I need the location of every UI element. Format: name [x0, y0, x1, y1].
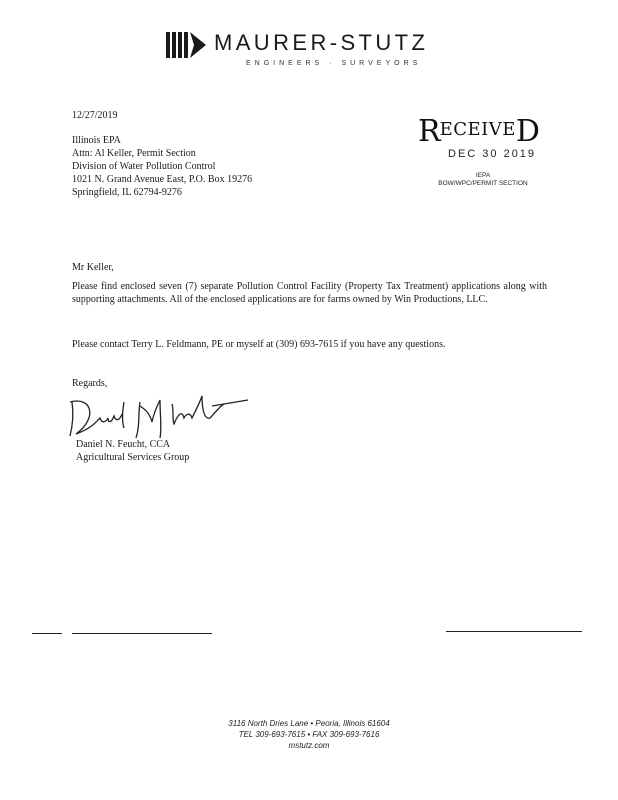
- stamp-letter-r: R: [418, 114, 440, 149]
- body-paragraph: Please find enclosed seven (7) separate Pollution Control Facility (Property Tax Treatment) applications along with supporting attachments. All of the enclosed applications are for farms owned by Win Productions, LLC.: [72, 281, 547, 305]
- divider-line: [72, 633, 212, 634]
- stamp-letters-mid: ECEIVE: [439, 119, 516, 140]
- company-name: MAURER-STUTZ: [214, 30, 429, 55]
- stamp-org: [418, 172, 548, 188]
- stamp-received-word: [418, 114, 539, 149]
- divider-line: [446, 631, 582, 632]
- recipient-address: [72, 134, 252, 199]
- recipient-line: 1021 N. Grand Avenue East, P.O. Box 19276: [72, 174, 253, 185]
- closing: Regards,: [72, 378, 108, 389]
- received-stamp: [418, 114, 548, 198]
- footer-website: mstutz.com: [288, 741, 330, 750]
- stamp-org-line: IEPA: [475, 172, 491, 179]
- recipient-line: Illinois EPA: [72, 135, 121, 146]
- stamp-org-line: BOW/WPC/PERMIT SECTION: [438, 180, 528, 187]
- recipient-line: Attn: Al Keller, Permit Section: [72, 148, 196, 159]
- signer-group: Agricultural Services Group: [76, 452, 190, 463]
- recipient-line: Springfield, IL 62794-9276: [72, 187, 182, 198]
- letter-date: 12/27/2019: [72, 110, 118, 121]
- stamp-date: DEC 30 2019: [448, 148, 537, 160]
- divider-line: [32, 633, 62, 634]
- recipient-line: Division of Water Pollution Control: [72, 161, 216, 172]
- company-tagline: ENGINEERS · SURVEYORS: [246, 60, 422, 67]
- salutation: Mr Keller,: [72, 262, 114, 273]
- footer-phone: TEL 309-693-7615 • FAX 309-693-7616: [238, 730, 380, 739]
- footer-address: 3116 North Dries Lane • Peoria, Illinois 61604: [228, 719, 390, 728]
- handwritten-signature: [62, 388, 262, 440]
- letterhead-footer: [0, 718, 618, 751]
- maurer-stutz-logo-icon: [166, 30, 210, 60]
- stamp-letter-d: D: [515, 114, 539, 149]
- signer-name: Daniel N. Feucht, CCA: [76, 439, 171, 450]
- body-paragraph: Please contact Terry L. Feldmann, PE or myself at (309) 693-7615 if you have any questions.: [72, 339, 446, 350]
- signer-block: [76, 438, 189, 464]
